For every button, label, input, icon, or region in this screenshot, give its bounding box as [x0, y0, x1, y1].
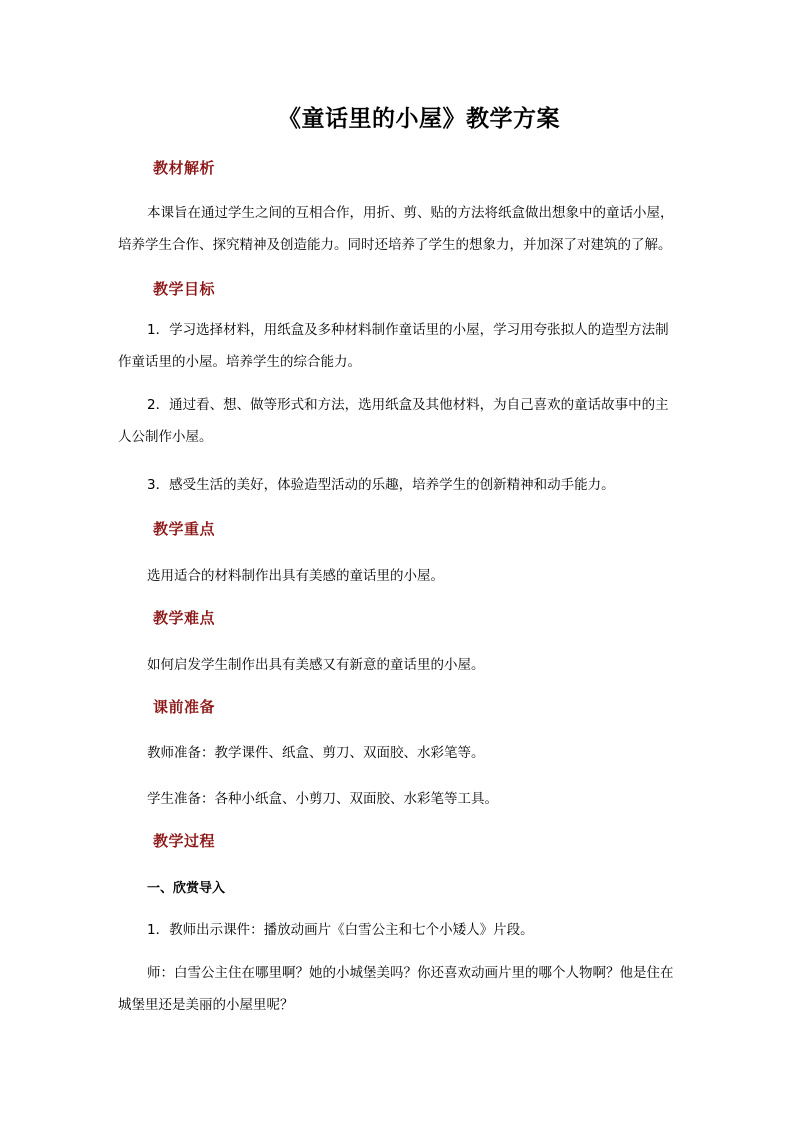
subheading-appreciation: 一、欣赏导入: [147, 881, 226, 896]
goal-item-2: 2．通过看、想、做等形式和方法，选用纸盒及其他材料，为自己喜欢的童话故事中的主人公制作小屋。: [118, 397, 669, 445]
teacher-dialog: 师：白雪公主住在哪里啊？她的小城堡美吗？你还喜欢动画片里的哪个人物啊？他是住在城堡里还是美丽的小屋里呢？: [118, 965, 674, 1013]
heading-preparation: 课前准备: [153, 698, 216, 716]
paragraph-key-points: 选用适合的材料制作出具有美感的童话里的小屋。: [147, 568, 444, 584]
goal-item-3: 3．感受生活的美好，体验造型活动的乐趣，培养学生的创新精神和动手能力。: [147, 477, 615, 493]
student-preparation: 学生准备：各种小纸盒、小剪刀、双面胶、水彩笔等工具。: [147, 791, 498, 807]
process-step-1: 1．教师出示课件：播放动画片《白雪公主和七个小矮人》片段。: [147, 922, 534, 938]
heading-difficulties: 教学难点: [153, 609, 216, 627]
teacher-preparation: 教师准备：教学课件、纸盒、剪刀、双面胶、水彩笔等。: [147, 745, 485, 761]
paragraph-analysis: 本课旨在通过学生之间的互相合作，用折、剪、贴的方法将纸盒做出想象中的童话小屋，培养学生合作、探究精神及创造能力。同时还培养了学生的想象力，并加深了对建筑的了解。: [118, 205, 674, 253]
paragraph-difficulties: 如何启发学生制作出具有美感又有新意的童话里的小屋。: [147, 657, 485, 673]
heading-analysis: 教材解析: [153, 159, 216, 177]
heading-goals: 教学目标: [153, 280, 216, 298]
goal-item-1: 1．学习选择材料，用纸盒及多种材料制作童话里的小屋，学习用夸张拟人的造型方法制作童话里的小屋。培养学生的综合能力。: [118, 322, 669, 370]
heading-key-points: 教学重点: [153, 520, 216, 538]
heading-process: 教学过程: [153, 832, 216, 850]
document-title: 《童话里的小屋》教学方案: [278, 106, 560, 132]
